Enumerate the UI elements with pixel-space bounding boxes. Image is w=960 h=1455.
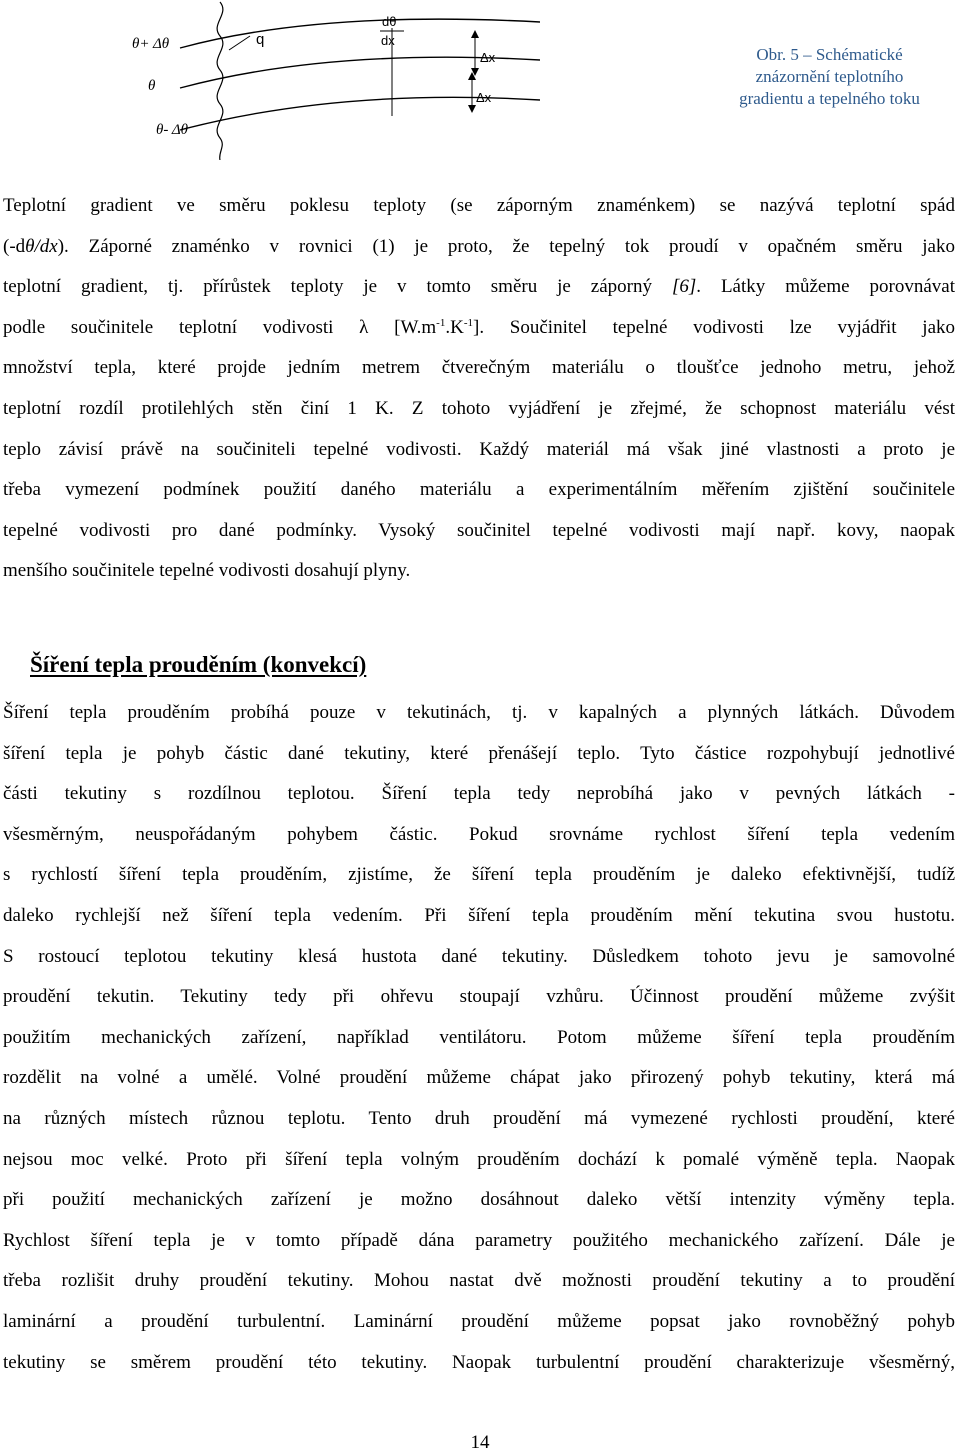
text-line: S rostoucí teplotou tekutiny klesá hustota dané tekutiny. Důsledkem tohoto jevu je samovolné [3,945,955,967]
text-line: tepelné vodivosti pro dané podmínky. Vysoký součinitel tepelné vodivosti mají např. kovy, naopak [3,519,955,541]
text-line [3,267,955,308]
text-line: Šíření tepla prouděním probíhá pouze v tekutinách, tj. v kapalných a plynných látkách. Důvodem [3,702,955,723]
text-fragment: podle součinitele teplotní vodivosti λ [W.m [3,316,437,338]
q-arrow [229,36,250,50]
text-line: na různých místech různou teplotu. Tento druh proudění má vymezené rychlosti proudění, které [3,1107,955,1129]
text-line: množství tepla, které projde jedním metrem čtverečným materiálu o tloušťce jednoho metru, jehož [3,357,955,379]
superscript: -1 [463,316,473,329]
text-line: třeba rozlišit druhy proudění tekutiny. Mohou nastat dvě možnosti proudění tekutiny a to proudění [3,1270,955,1292]
superscript: -1 [436,316,446,329]
text-line: laminární a proudění turbulentní. Laminární proudění můžeme popsat jako rovnoběžný pohyb [3,1310,955,1332]
text-line: teplo závisí právě na součiniteli tepelné vodivosti. Každý materiál má však jiné vlastnosti a proto je [3,438,955,460]
section-heading: Šíření tepla prouděním (konvekcí) [30,652,367,677]
text-fragment: /dx [34,235,58,257]
label-theta-minus: θ- Δθ [156,122,189,138]
isotherm-top [180,19,540,48]
text-line: všesměrným, neuspořádaným pohybem částic. Pokud srovnáme rychlost šíření tepla vedením [3,823,955,845]
text-line: rozdělit na volné a umělé. Volné proudění můžeme chápat jako přirozený pohyb tekutiny, která má [3,1067,955,1089]
text-line: části tekutiny s rozdílnou teplotou. Šíření tepla tedy neprobíhá jako v pevných látkách - [3,783,955,805]
caption-line: gradientu a tepelného toku [739,89,920,108]
text-fragment: θ [25,235,35,257]
label-dtheta: dθ [382,14,397,29]
text-fragment: ]. Součinitel tepelné vodivosti lze vyjádřit jako [473,316,955,338]
label-q: q [256,31,265,48]
text-line: šíření tepla je pohyb částic dané tekutiny, které přenášejí teplo. Tyto částice rozpohybují jednotlivé [3,742,955,764]
text-fragment: . Látky můžeme porovnávat [696,276,955,298]
text-fragment: (-d [3,235,26,257]
page-number: 14 [470,1432,490,1453]
caption-line: znázornění teplotního [755,67,904,86]
label-delta-x-bottom: Δx [476,90,492,105]
text-line: Rychlost šíření tepla je v tomto případě dána parametry použitého mechanického zařízení. Dále je [3,1229,955,1251]
text-fragment: .K [445,316,464,338]
text-line: proudění tekutin. Tekutiny tedy při ohřevu stoupají vzhůru. Účinnost proudění můžeme zvýšit [3,986,955,1008]
text-line: menšího součinitele tepelné vodivosti dosahují plyny. [3,560,411,582]
text-fragment: teplotní gradient, tj. přírůstek teploty je v tomto směru je záporný [3,276,672,298]
label-delta-x-top: Δx [480,50,496,65]
caption-line: Obr. 5 – Schématické [756,45,903,64]
text-line: použitím mechanických zařízení, například ventilátoru. Potom můžeme šíření tepla prouděním [3,1026,955,1048]
text-line: daleko rychlejší než šíření tepla vedením. Při šíření tepla prouděním mění tekutina svou hustotu. [3,904,955,926]
text-line: při použití mechanických zařízení je možno dosáhnout daleko větší intenzity výměny tepla. [3,1189,955,1211]
text-line: nejsou moc velké. Proto při šíření tepla volným prouděním dochází k pomalé výměně tepla. Naopak [3,1148,955,1170]
text-line: teplotní rozdíl protilehlých stěn činí 1 K. Z tohoto vyjádření je zřejmé, že schopnost materiálu vést [3,397,955,419]
text-line: tekutiny se směrem proudění této tekutiny. Naopak turbulentní proudění charakterizuje všesměrný, [3,1351,955,1373]
text-line: Teplotní gradient ve směru poklesu teploty (se záporným znaménkem) se nazývá teplotní spád [3,195,955,216]
paragraph-convection [3,693,955,1383]
paragraph-thermal-conductivity [3,186,955,592]
label-theta: θ [148,78,156,94]
heat-flow-wave [217,2,223,160]
heat-gradient-figure [120,0,540,160]
text-line [3,308,955,349]
text-line [3,227,955,268]
gradient-diagram [120,0,540,160]
label-theta-plus: θ+ Δθ [132,36,170,52]
text-line: s rychlostí šíření tepla prouděním, zjistíme, že šíření tepla prouděním je daleko efektivnější, tudíž [3,864,955,886]
text-line: třeba vymezení podmínek použití daného materiálu a experimentálním měřením zjištění součinitele [3,479,955,501]
citation: [6] [671,276,697,298]
text-fragment: ). Záporné znaménko v rovnici (1) je proto, že tepelný tok proudí v opačném směru jako [57,235,955,257]
label-dx: dx [381,33,395,48]
figure-caption [712,44,947,110]
